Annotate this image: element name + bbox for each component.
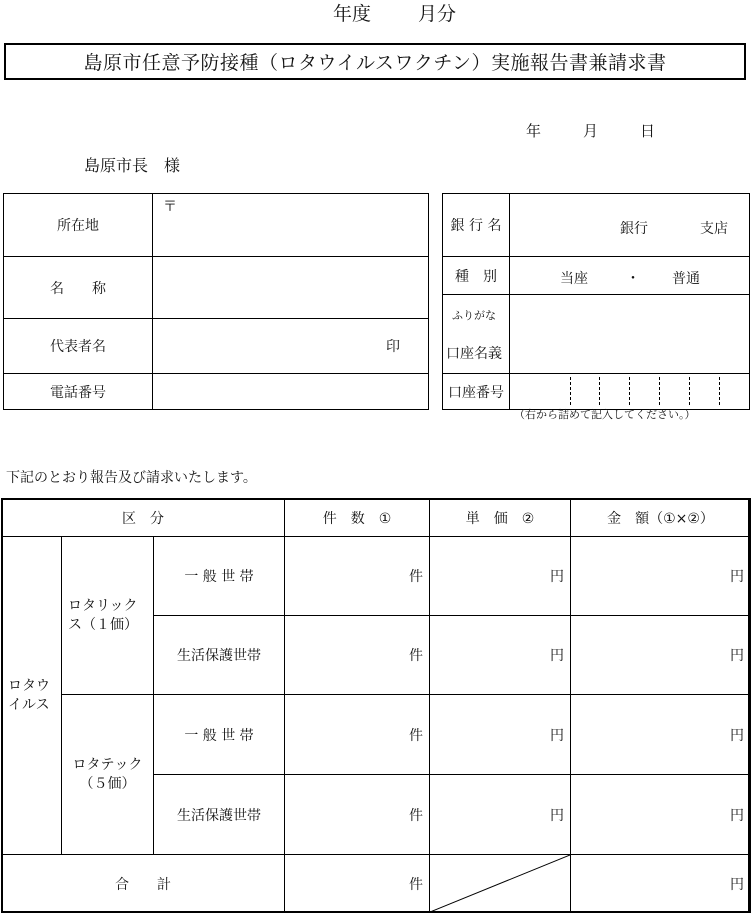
bank-suffix: 銀行 bbox=[620, 221, 648, 237]
date-month-label: 月 bbox=[583, 122, 599, 140]
furigana-label: ふりがな bbox=[452, 309, 496, 322]
bank-name-label: 銀 行 名 bbox=[443, 194, 510, 257]
phone-field[interactable] bbox=[153, 374, 429, 410]
amount-cell[interactable]: 円 bbox=[571, 695, 751, 775]
unit-price-cell[interactable]: 円 bbox=[430, 695, 571, 775]
digit-divider bbox=[689, 377, 690, 405]
address-field[interactable] bbox=[153, 194, 429, 257]
digit-divider bbox=[659, 377, 660, 405]
total-count-cell[interactable]: 件 bbox=[285, 855, 430, 913]
account-note: （右から詰めて記入してください。） bbox=[514, 408, 696, 421]
bank-name-field[interactable] bbox=[510, 194, 750, 257]
household-welfare: 生活保護世帯 bbox=[154, 616, 285, 695]
document-title: 島原市任意予防接種（ロタウイルスワクチン）実施報告書兼請求書 bbox=[83, 52, 667, 74]
type-ordinary: 普通 bbox=[672, 271, 700, 287]
digit-divider bbox=[599, 377, 600, 405]
date-day-label: 日 bbox=[640, 122, 656, 140]
account-number-label: 口座番号 bbox=[443, 374, 510, 410]
household-welfare: 生活保護世帯 bbox=[154, 775, 285, 855]
applicant-table bbox=[3, 193, 429, 410]
postal-mark: 〒 bbox=[163, 199, 177, 215]
header-unit-price: 単 価 ② bbox=[430, 499, 571, 537]
representative-label: 代表者名 bbox=[4, 319, 153, 374]
diagonal-strike bbox=[430, 855, 570, 912]
product-rotarix: ロタリック ス（１価） bbox=[62, 537, 154, 695]
account-name-label: 口座名義 bbox=[446, 346, 502, 362]
digit-divider bbox=[719, 377, 720, 405]
document-title-box bbox=[4, 43, 746, 80]
account-type-label: 種 別 bbox=[443, 257, 510, 295]
report-table bbox=[1, 498, 751, 913]
account-name-field[interactable] bbox=[510, 295, 750, 374]
branch-suffix: 支店 bbox=[700, 221, 728, 237]
name-label: 名 称 bbox=[4, 257, 153, 319]
header-category: 区 分 bbox=[2, 499, 285, 537]
count-cell[interactable]: 件 bbox=[285, 537, 430, 616]
account-name-label-cell bbox=[443, 295, 510, 374]
header-count: 件 数 ① bbox=[285, 499, 430, 537]
total-amount-cell[interactable]: 円 bbox=[571, 855, 751, 913]
amount-cell[interactable]: 円 bbox=[571, 775, 751, 855]
month-label: 月分 bbox=[418, 3, 457, 25]
fiscal-year-label: 年度 bbox=[333, 3, 372, 25]
household-general: 一 般 世 帯 bbox=[154, 537, 285, 616]
household-general: 一 般 世 帯 bbox=[154, 695, 285, 775]
unit-price-cell[interactable]: 円 bbox=[430, 775, 571, 855]
digit-divider bbox=[570, 377, 571, 405]
count-cell[interactable]: 件 bbox=[285, 695, 430, 775]
addressee: 島原市長 様 bbox=[84, 156, 181, 175]
name-field[interactable] bbox=[153, 257, 429, 319]
unit-price-cell[interactable]: 円 bbox=[430, 537, 571, 616]
seal-mark: 印 bbox=[386, 339, 400, 355]
unit-price-cell[interactable]: 円 bbox=[430, 616, 571, 695]
date-year-label: 年 bbox=[526, 122, 542, 140]
vaccine-label: ロタウ イルス bbox=[2, 537, 62, 855]
account-type-field[interactable] bbox=[510, 257, 750, 295]
phone-label: 電話番号 bbox=[4, 374, 153, 410]
unit-price-total-blank bbox=[430, 855, 571, 913]
amount-cell[interactable]: 円 bbox=[571, 537, 751, 616]
amount-cell[interactable]: 円 bbox=[571, 616, 751, 695]
header-amount: 金 額（①×②） bbox=[571, 499, 751, 537]
type-current: 当座 bbox=[560, 271, 588, 287]
bank-table bbox=[442, 193, 750, 410]
intro-text: 下記のとおり報告及び請求いたします。 bbox=[6, 470, 257, 486]
product-rotateq: ロタテック （５価） bbox=[62, 695, 154, 855]
type-separator: ・ bbox=[626, 271, 640, 287]
address-label: 所在地 bbox=[4, 194, 153, 257]
count-cell[interactable]: 件 bbox=[285, 775, 430, 855]
total-label: 合 計 bbox=[2, 855, 285, 913]
count-cell[interactable]: 件 bbox=[285, 616, 430, 695]
digit-divider bbox=[629, 377, 630, 405]
representative-field[interactable] bbox=[153, 319, 429, 374]
